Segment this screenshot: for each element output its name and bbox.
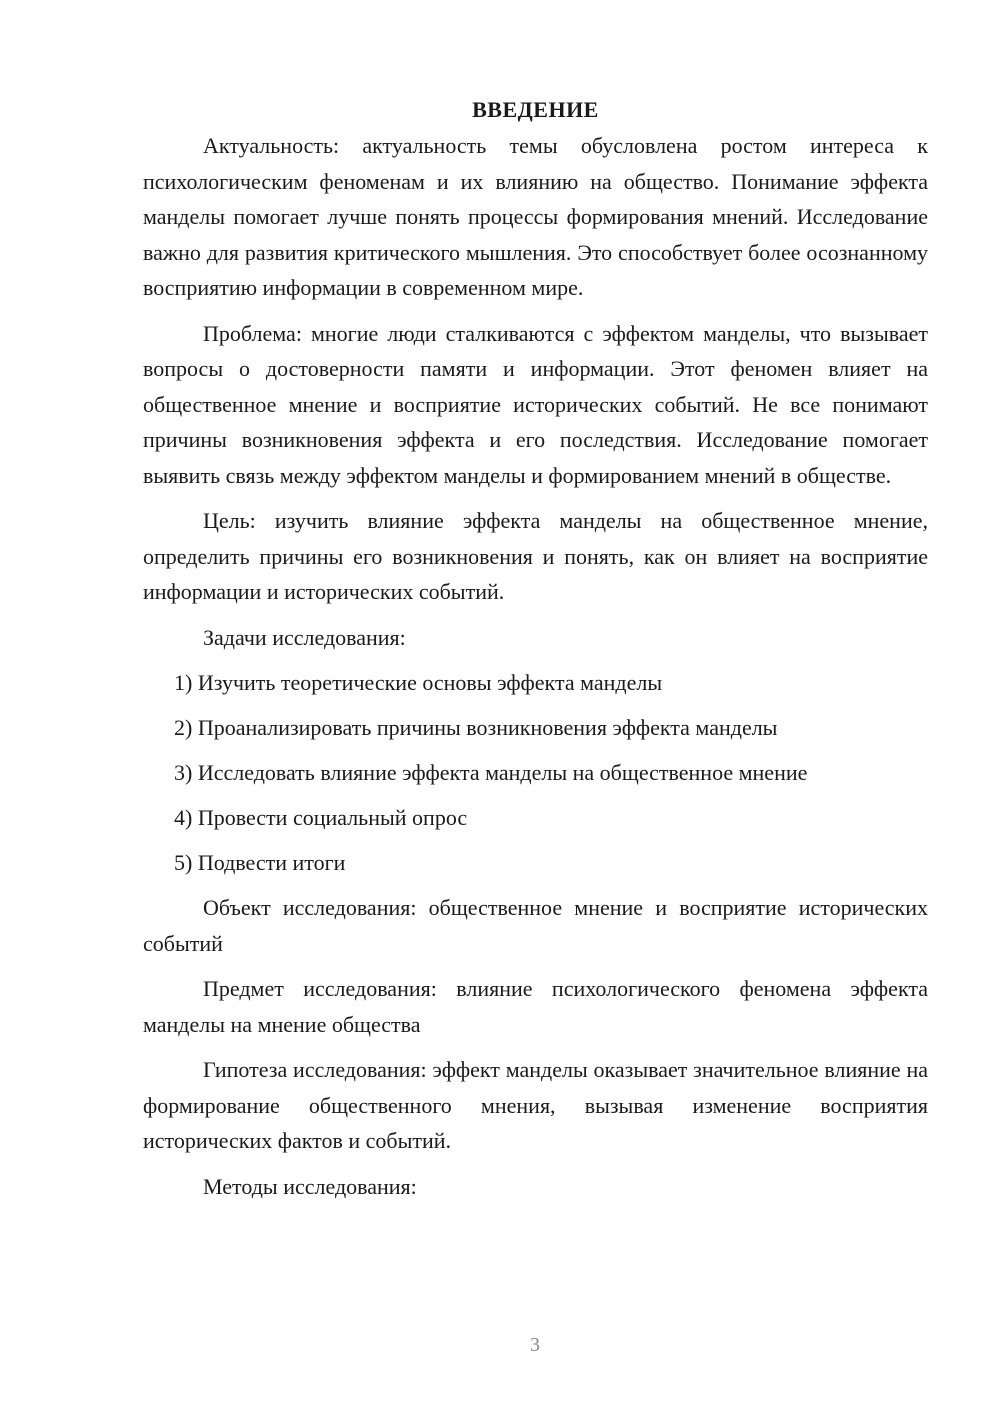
task-item-5: 5) Подвести итоги bbox=[174, 850, 346, 875]
tasks-list bbox=[143, 665, 928, 881]
document-page bbox=[143, 92, 928, 1214]
section-heading: ВВЕДЕНИЕ bbox=[472, 97, 599, 122]
task-item-4: 4) Провести социальный опрос bbox=[174, 805, 468, 830]
hypothesis-paragraph: Гипотеза исследования: эффект манделы оказывает значительное влияние на формирование общественного мнения, вызывая изменение восприятия исторических фактов и событий. bbox=[143, 1057, 928, 1153]
task-item-3: 3) Исследовать влияние эффекта манделы на общественное мнение bbox=[174, 760, 808, 785]
object-paragraph: Объект исследования: общественное мнение и восприятие исторических событий bbox=[143, 895, 928, 956]
tasks-title: Задачи исследования: bbox=[203, 624, 406, 650]
subject-paragraph: Предмет исследования: влияние психологического феномена эффекта манделы на мнение общества bbox=[143, 976, 928, 1037]
problem-paragraph: Проблема: многие люди сталкиваются с эффектом манделы, что вызывает вопросы о достоверности памяти и информации. Этот феномен влияет на общественное мнение и восприятие исторических событий. Не все понимают причины возникновения эффекта и его последствия. Исследование помогает выявить связь между эффектом манделы и формированием мнений в обществе. bbox=[143, 320, 928, 488]
page-number: 3 bbox=[530, 1334, 540, 1356]
task-item-1: 1) Изучить теоретические основы эффекта манделы bbox=[174, 670, 663, 695]
task-item-2: 2) Проанализировать причины возникновения эффекта манделы bbox=[174, 715, 778, 740]
methods-title: Методы исследования: bbox=[203, 1173, 417, 1199]
relevance-paragraph: Актуальность: актуальность темы обусловлена ростом интереса к психологическим феноменам и их влиянию на общество. Понимание эффекта манделы помогает лучше понять процессы формирования мнений. Исследование важно для развития критического мышления. Это способствует более осознанному восприятию информации в современном мире. bbox=[143, 133, 928, 300]
goal-paragraph: Цель: изучить влияние эффекта манделы на общественное мнение, определить причины его возникновения и понять, как он влияет на восприятие информации и исторических событий. bbox=[143, 508, 928, 604]
